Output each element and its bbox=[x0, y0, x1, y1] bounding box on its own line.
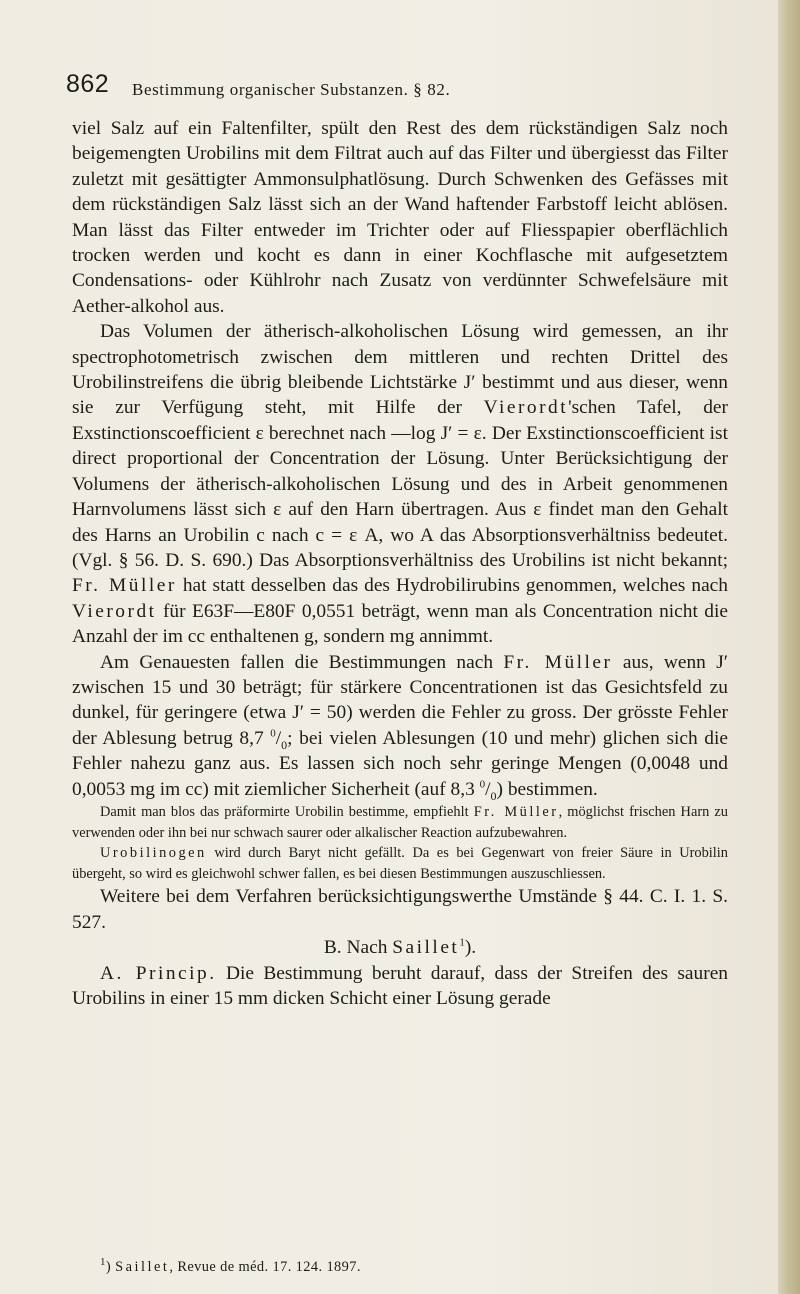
author-name: Fr. Müller bbox=[503, 651, 613, 673]
body-text bbox=[72, 116, 728, 1011]
page-number: 862 bbox=[66, 70, 110, 98]
paragraph: A. Princip. Die Bestimmung beruht darauf, dass der Streifen des sauren Urobilins in einer 15 mm dicken Schicht einer Lösung gerade bbox=[72, 962, 728, 1009]
author-name: Vierordt bbox=[72, 600, 157, 622]
author-name: Fr. Müller bbox=[473, 803, 559, 820]
footnote: $^1$) Saillet, Revue de méd. 17. 124. 1897. bbox=[100, 1256, 361, 1275]
author-name: Fr. Müller bbox=[72, 575, 177, 597]
page-header bbox=[66, 70, 726, 110]
paragraph: Das Volumen der ätherisch-alkoholischen Lösung wird gemessen, an ihr spectrophotometrisch zwischen dem mittleren und rechten Drittel des Urobilinstreifens die übrig bleibende Lichtstärke J′ bestimmt und aus dieser, wenn sie zur Verfügung steht, mit Hilfe der Vierordt'schen Tafel, der Exstinctionscoefficient ε berechnet nach —log J′ = ε. Der Exstinctionscoefficient ist direct proportional der Concentration der Lösung. Unter Berücksichtigung der Volumens der ätherisch-alkoholischen Lösung und des in Arbeit genommenen Harnvolumens lässt sich ε auf den Harn übertragen. Aus ε findet man den Gehalt des Harns an Urobilin c nach c = ε A, wo A das Absorptionsverhältniss bedeutet. (Vgl. § 56. D. S. 690.) Das Absorptionsverhältniss des Urobilins ist nicht bekannt; Fr. Müller hat statt desselben das des Hydrobilirubins genommen, welches nach Vierordt für E63F—E80F 0,0551 beträgt, wenn man als Concentration nicht die Anzahl der im cc enthaltenen g, sondern mg annimmt. bbox=[72, 321, 728, 648]
small-print-note: Urobilinogen wird durch Baryt nicht gefällt. Da es bei Gegenwart von freier Säure in Urobilin übergeht, so wird es gleichwohl schwer fallen, es bei diesen Bestimmungen auszuschliessen. bbox=[72, 845, 728, 882]
section-heading: B. Nach Saillet$^1$). bbox=[323, 936, 477, 959]
running-head: Bestimmung organischer Substanzen. § 82. bbox=[132, 80, 451, 99]
small-print-note: Damit man blos das präformirte Urobilin bestimme, empfiehlt Fr. Müller, möglichst frischen Harn zu verwenden oder ihn bei nur schwach saurer oder alkalischer Reaction aufzubewahren. bbox=[72, 803, 729, 841]
footnote-ref: 1 bbox=[459, 936, 465, 949]
subsection-label: A. Princip. bbox=[100, 962, 217, 984]
paragraph: viel Salz auf ein Faltenfilter, spült den Rest des dem rückständigen Salz noch beigemengten Urobilins mit dem Filtrat auch auf das Filter und übergiesst das Filter zuletzt mit gesättigter Ammonsulphatlösung. Durch Schwenken des Gefässes mit dem rückständigen Salz lässt sich an der Wand haftender Farbstoff leicht ablösen. Man lässt das Filter entweder im Trichter oder auf Fliesspapier oberflächlich trocken werden und kocht es dann in einer Kochflasche mit aufgesetztem Condensations- oder Kühlrohr nach Zusatz von verdünnter Schwefelsäure mit Aether-alkohol aus. bbox=[72, 118, 728, 317]
term: Urobilinogen bbox=[100, 845, 207, 862]
page-edge bbox=[778, 0, 800, 1294]
paragraph: Am Genauesten fallen die Bestimmungen nach Fr. Müller aus, wenn J′ zwischen 15 und 30 beträgt; für stärkere Concentrationen ist das Gesichtsfeld zu dunkel, für geringere (etwa J′ = 50) werden die Fehler zu gross. Der grösste Fehler der Ablesung betrug 8,7 $^0/_0$; bei vielen Ablesungen (10 und mehr) glichen sich die Fehler nahezu ganz aus. Es lassen sich noch sehr geringe Mengen (0,0048 und 0,0053 mg im cc) mit ziemlicher Sicherheit (auf 8,3 $^0/_0$) bestimmen. bbox=[72, 651, 728, 803]
author-name: Saillet bbox=[115, 1259, 170, 1275]
author-name: Saillet bbox=[392, 937, 460, 959]
percent-sign: 0 bbox=[270, 727, 276, 740]
percent-sign: 0 bbox=[479, 778, 486, 791]
author-name: Vierordt bbox=[483, 397, 569, 419]
paragraph: Weitere bei dem Verfahren berücksichtigungswerthe Umstände § 44. C. I. 1. S. 527. bbox=[72, 886, 728, 933]
